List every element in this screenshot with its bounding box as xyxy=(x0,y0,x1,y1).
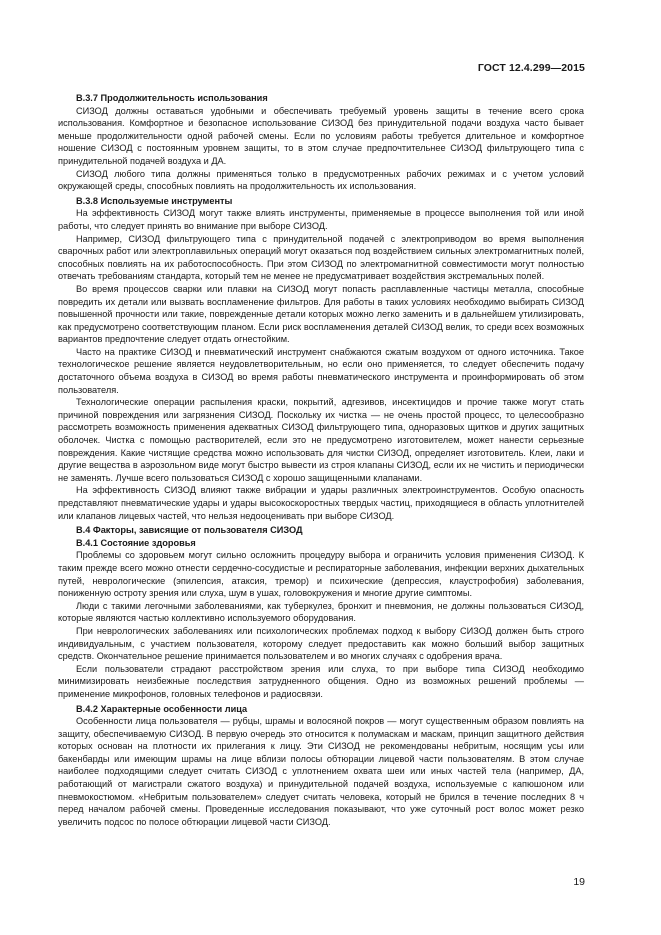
section-heading: В.4 Факторы, зависящие от пользователя СИЗОД xyxy=(76,525,303,536)
section-heading: В.4.2 Характерные особенности лица xyxy=(76,703,248,714)
paragraph: Люди с такими легочными заболеваниями, как туберкулез, бронхит и пневмония, не должны пользоваться СИЗОД, которые являются частью коллективно используемого оборудования. xyxy=(58,600,584,624)
section-heading: В.3.7 Продолжительность использования xyxy=(76,93,268,103)
paragraph: СИЗОД любого типа должны применяться только в предусмотренных рабочих режимах и с учетом условий окружающей среды, способных повлиять на продолжительность их использования. xyxy=(58,168,584,192)
paragraph: Проблемы со здоровьем могут сильно осложнить процедуру выбора и ограничить условия применения СИЗОД. К таким прежде всего можно отнести сердечно-сосудистые и респираторные заболевания, инфекции верхних дыхательных путей, неврологические (эпилепсия, атаксия, тремор) и психические (депрессия, клаустрофобия) заболевания, пониженную остроту зрения или слуха, шум в ушах, головокружения и многие другие симптомы. xyxy=(58,550,584,599)
paragraph: Во время процессов сварки или плавки на СИЗОД могут попасть расплавленные частицы металла, способные повредить их детали или вызвать воспламенение фильтров. Для работы в таких условиях необходимо выбирать СИЗОД повышенной прочности или такие, поврежденные детали которых можно легко заменить и в дальнейшем утилизировать, как предусмотрено соответствующим планом. Если риск воспламенения деталей СИЗОД велик, то среди всех возможных вариантов предпочтение следует отдать огнестойким. xyxy=(58,283,584,345)
paragraph: Например, СИЗОД фильтрующего типа с принудительной подачей с электроприводом во время выполнения сварочных работ или электроплавильных операций могут оказаться под воздействием сильных электромагнитных полей, способных повлиять на их работоспособность. При этом СИЗОД по электромагнитной совместимости могут полностью отвечать требованиям стандарта, который тем не менее не предусматривает воздействия экстремальных полей. xyxy=(58,233,584,282)
paragraph: Технологические операции распыления краски, покрытий, адгезивов, инсектицидов и прочие также могут стать причиной повреждения или загрязнения СИЗОД. Поскольку их чистка — не очень простой процесс, то целесообразно рассмотреть возможность применения адекватных СИЗОД фильтрующего типа, одноразовых щитков и других защитных оболочек. Чистка с помощью растворителей, если это не предусмотрено изготовителем, может нанести серьезные повреждения. Какие чистящие средства можно использовать для чистки СИЗОД, определяет изготовитель. Клеи, лаки и другие вещества в аэрозольном виде могут быстро вывести из строя клапаны СИЗОД, если их не чистить и периодически не заменять. Лучше всего пользоваться СИЗОД с хорошо защищенными клапанами. xyxy=(58,397,584,483)
paragraph: На эффективность СИЗОД влияют также вибрации и удары различных электроинструментов. Особую опасность представляют пневматические удары и удары высокоскоростных твердых частиц, приходящиеся в область уплотнителей или клапанов лицевых частей, что нельзя недооценивать при выборе СИЗОД. xyxy=(58,485,584,521)
paragraph: На эффективность СИЗОД могут также влиять инструменты, применяемые в процессе выполнения той или иной работы, что следует принять во внимание при выборе СИЗОД. xyxy=(58,208,584,231)
paragraph: При неврологических заболеваниях или психологических проблемах подход к выбору СИЗОД должен быть строго индивидуальным, с участием пользователя, которому следует предоставить как можно больший выбор защитных средств. Окончательное решение принимается пользователем и во многих случаях с одобрения врача. xyxy=(58,625,584,662)
paragraph: Особенности лица пользователя — рубцы, шрамы и волосяной покров — могут существенным образом повлиять на защиту, обеспечиваемую СИЗОД. В первую очередь это относится к полумаскам и маскам, принцип защитного действия которых основан на плотности их прилегания к лицу. Эти СИЗОД не рекомендованы небритым, носящим усы или бакенбарды или имеющим шрамы на лице вблизи полосы обтюрации лицевой части пользователям. В этом случае наиболее подходящими следует считать СИЗОД с уплотнением охвата шеи или иных частей тела (например, ДА, работающий от магистрали сжатого воздуха) и принудительной подачей воздуха, используемые с капюшоном или пневмокостюмом. «Небритым пользователем» следует считать человека, который не брился в течение последних 8 ч перед началом рабочей смены. Проведенные исследования показывают, что уже суточный рост волос может резко увеличить подсос по полосе обтюрации лицевой части СИЗОД. xyxy=(58,716,584,827)
document-body xyxy=(58,92,584,828)
section-heading: В.3.8 Используемые инструменты xyxy=(76,195,233,206)
paragraph: Если пользователи страдают расстройством зрения или слуха, то при выборе типа СИЗОД необходимо минимизировать неизбежные последствия затрудненного общения. Одно из возможных решений проблемы — применение микрофонов, головных телефонов и радиосвязи. xyxy=(58,663,584,699)
paragraph: СИЗОД должны оставаться удобными и обеспечивать требуемый уровень защиты в течение всего срока использования. Комфортное и безопасное использование СИЗОД без принудительной подачи воздуха часто бывает меньше продолжительности одной рабочей смены. Если по условиям работы требуется длительное и комфортное ношение СИЗОД с постоянным уровнем защиты, то в этом случае предпочтительнее СИЗОД фильтрующего типа с принудительной подачей воздуха и ДА. xyxy=(58,105,584,166)
section-heading: В.4.1 Состояние здоровья xyxy=(76,537,196,548)
page-number: 19 xyxy=(573,876,585,888)
paragraph: Часто на практике СИЗОД и пневматический инструмент снабжаются сжатым воздухом от одного источника. Такое технологическое решение является неудовлетворительным, но если оно применяется, то следует обеспечить подачу достаточного объема воздуха в СИЗОД во время работы пневматического инструмента и проинформировать об этом пользователя. xyxy=(58,346,584,395)
standard-number: ГОСТ 12.4.299—2015 xyxy=(477,62,585,74)
